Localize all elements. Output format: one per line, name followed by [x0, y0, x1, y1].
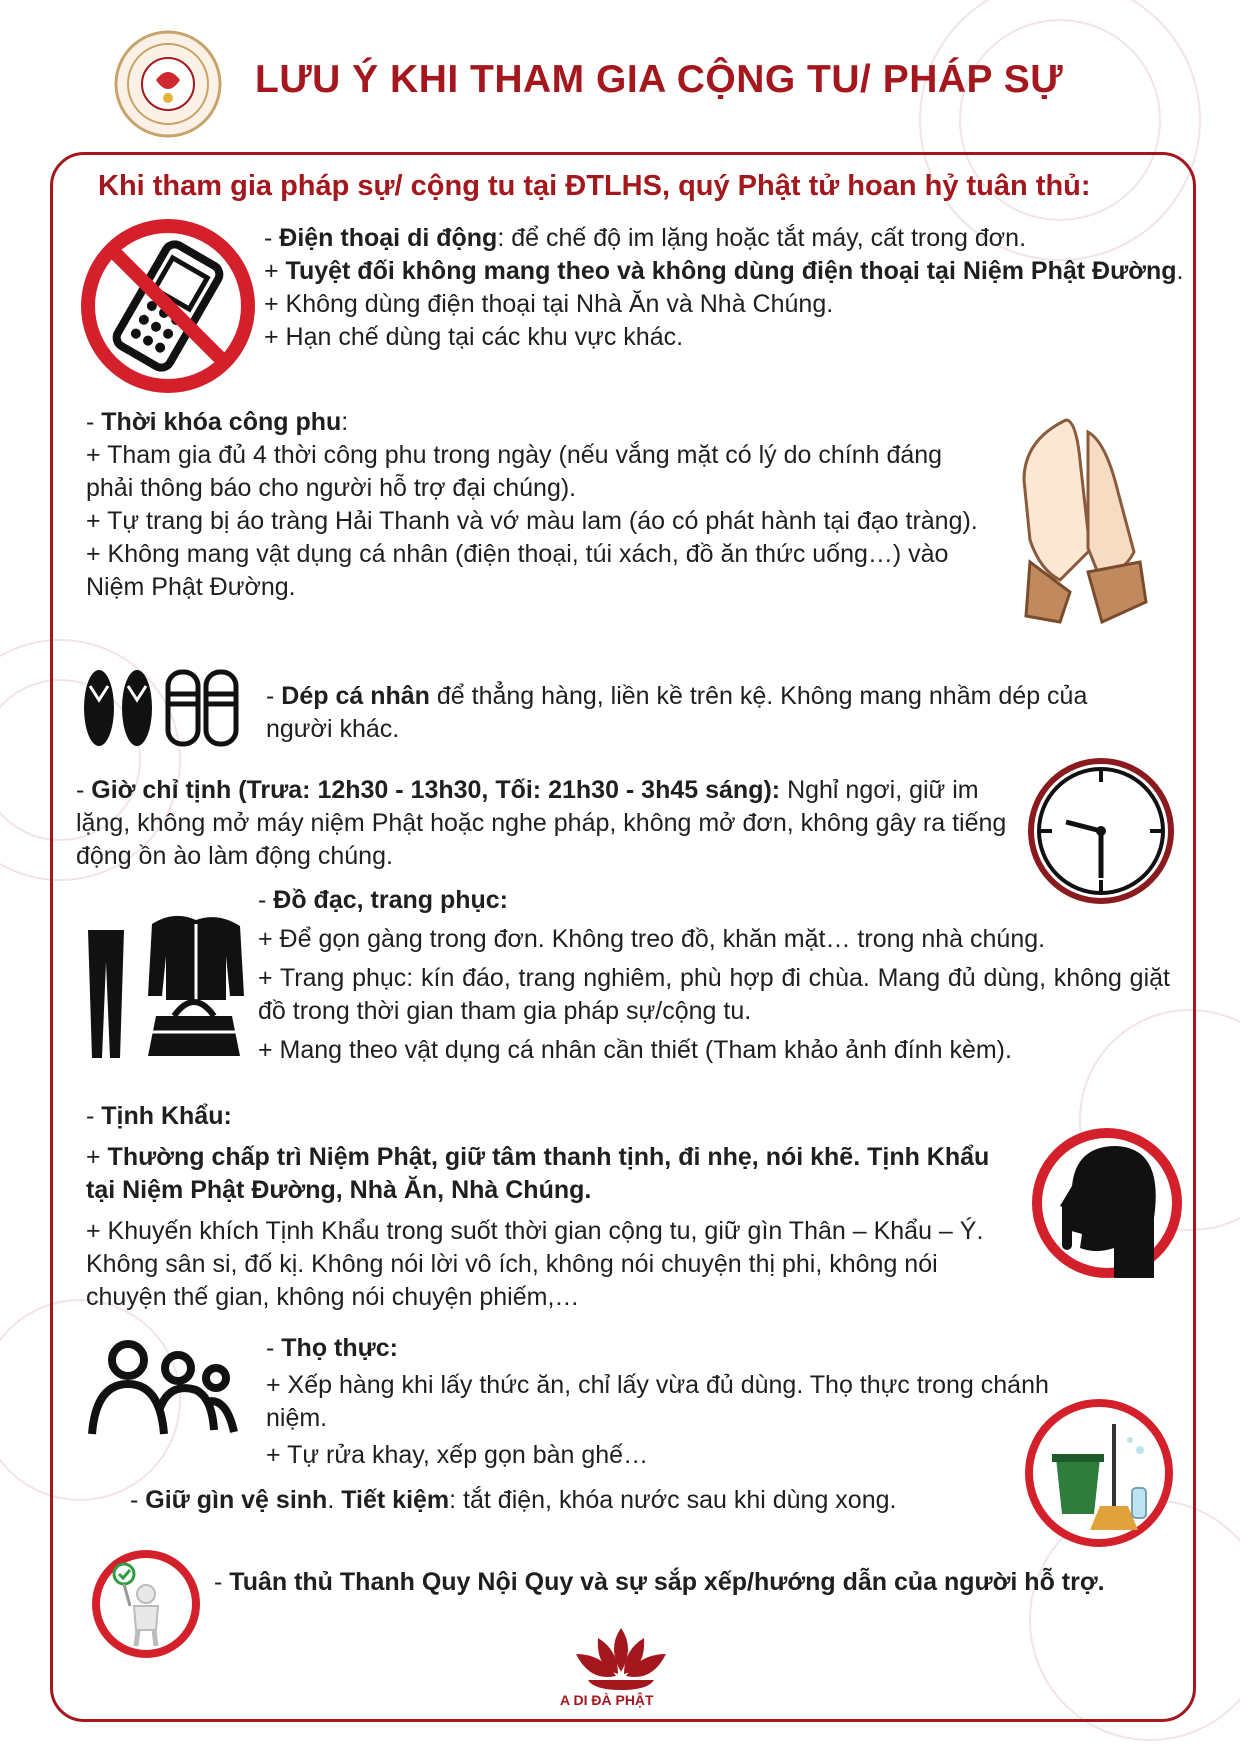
slippers-section: - Dép cá nhân để thẳng hàng, liền kề trên kệ. Không mang nhầm dép của người khác.	[266, 682, 1088, 743]
rest-time-section: - Giờ chỉ tịnh (Trưa: 12h30 - 13h30, Tối: 21h30 - 3h45 sáng): Nghỉ ngơi, giữ im lặng, không mở máy niệm Phật hoặc nghe pháp, không mở đơn, không gây ra tiếng động ồn ào làm động chúng.	[76, 776, 1007, 870]
hygiene-heading-2: Tiết kiệm	[341, 1486, 450, 1514]
schedule-line-1: Tham gia đủ 4 thời công phu trong ngày (nếu vắng mặt có lý do chính đáng phải thông báo cho người hỗ trợ đại chúng).	[86, 441, 943, 502]
clothing-heading: Đồ đạc, trang phục:	[273, 886, 509, 914]
schedule-heading: Thời khóa công phu	[101, 408, 342, 436]
clothing-section: - Đồ đạc, trang phục: + Để gọn gàng trong đơn. Không treo đồ, khăn mặt… trong nhà chúng. + Trang phục: kín đáo, trang nghiêm, phù hợp đi chùa. Mang đủ dùng, không giặt đồ trong thời gian tham gia pháp sự/cộng tu. + Mang theo vật dụng cá nhân cần thiết (Tham khảo ảnh đính kèm).	[258, 886, 1170, 1064]
meals-section: - Thọ thực: + Xếp hàng khi lấy thức ăn, chỉ lấy vừa đủ dùng. Thọ thực trong chánh niệm. + Tự rửa khay, xếp gọn bàn ghế…	[266, 1334, 1049, 1469]
no-phone-icon	[80, 218, 256, 394]
clothing-icon	[82, 910, 244, 1060]
phone-line-3: Hạn chế dùng tại các khu vực khác.	[285, 323, 684, 351]
page-title: LƯU Ý KHI THAM GIA CỘNG TU/ PHÁP SỰ	[255, 58, 1064, 101]
meals-line-1: Xếp hàng khi lấy thức ăn, chỉ lấy vừa đủ dùng. Thọ thực trong chánh niệm.	[266, 1371, 1049, 1432]
meals-heading: Thọ thực:	[281, 1334, 398, 1362]
silence-face-icon	[1030, 1126, 1184, 1280]
slippers-heading: Dép cá nhân	[281, 682, 430, 710]
schedule-line-3: Không mang vật dụng cá nhân (điện thoại, túi xách, đồ ăn thức uống…) vào Niệm Phật Đường.	[86, 540, 949, 601]
hygiene-heading-1: Giữ gìn vệ sinh	[145, 1486, 328, 1514]
clothing-line-1: Để gọn gàng trong đơn. Không treo đồ, khăn mặt… trong nhà chúng.	[279, 925, 1046, 953]
people-group-icon	[86, 1338, 238, 1438]
rest-time-rest: Nghỉ ngơi, giữ im lặng, không mở máy niệm Phật hoặc nghe pháp, không mở đơn, không gây ra tiếng động ồn ào làm động chúng.	[76, 776, 1007, 870]
meals-line-2: Tự rửa khay, xếp gọn bàn ghế…	[287, 1441, 649, 1469]
temple-logo-icon	[112, 28, 224, 140]
slippers-icon	[82, 668, 244, 748]
clothing-line-2: Trang phục: kín đáo, trang nghiêm, phù hợp đi chùa. Mang đủ dùng, không giặt đồ trong thời gian tham gia pháp sự/cộng tu.	[258, 964, 1170, 1025]
rest-time-heading: Giờ chỉ tịnh (Trưa: 12h30 - 13h30, Tối: 21h30 - 3h45 sáng):	[91, 776, 781, 804]
intro-heading: Khi tham gia pháp sự/ cộng tu tại ĐTLHS, quý Phật tử hoan hỷ tuân thủ:	[98, 170, 1091, 202]
phone-heading: Điện thoại di động	[279, 224, 498, 252]
schedule-section: - Thời khóa công phu: + Tham gia đủ 4 thời công phu trong ngày (nếu vắng mặt có lý do chính đáng phải thông báo cho người hỗ trợ đại chúng). + Tự trang bị áo tràng Hải Thanh và vớ màu lam (áo có phát hành tại đạo tràng). + Không mang vật dụng cá nhân (điện thoại, túi xách, đồ ăn thức uống…) vào Niệm Phật Đường.	[86, 408, 978, 601]
lotus-icon	[568, 1624, 674, 1690]
silence-heading: Tịnh Khẩu:	[101, 1102, 232, 1130]
phone-section: - Điện thoại di động: để chế độ im lặng hoặc tắt máy, cất trong đơn. + Tuyệt đối không mang theo và không dùng điện thoại tại Niệm Phật Đường. + Không dùng điện thoại tại Nhà Ăn và Nhà Chúng. + Hạn chế dùng tại các khu vực khác.	[264, 224, 1184, 351]
approval-person-icon	[90, 1548, 202, 1660]
schedule-line-2: Tự trang bị áo tràng Hải Thanh và vớ màu lam (áo có phát hành tại đạo tràng).	[107, 507, 978, 535]
clothing-line-3: Mang theo vật dụng cá nhân cần thiết (Tham khảo ảnh đính kèm).	[279, 1036, 1012, 1064]
silence-bold-line: Thường chấp trì Niệm Phật, giữ tâm thanh tịnh, đi nhẹ, nói khẽ. Tịnh Khẩu tại Niệm Phật Đường, Nhà Ăn, Nhà Chúng.	[86, 1143, 990, 1204]
silence-section: - Tịnh Khẩu: + Thường chấp trì Niệm Phật, giữ tâm thanh tịnh, đi nhẹ, nói khẽ. Tịnh Khẩu tại Niệm Phật Đường, Nhà Ăn, Nhà Chúng. + Khuyến khích Tịnh Khẩu trong suốt thời gian cộng tu, giữ gìn Thân – Khẩu – Ý. Không sân si, đố kị. Không nói lời vô ích, không nói chuyện thị phi, không nói chuyện thế gian, không nói chuyện phiếm,…	[86, 1102, 990, 1311]
hygiene-rest: : tắt điện, khóa nước sau khi dùng xong.	[449, 1486, 897, 1514]
phone-bold-line: Tuyệt đối không mang theo và không dùng điện thoại tại Niệm Phật Đường	[285, 257, 1177, 285]
rules-text: Tuân thủ Thanh Quy Nội Quy và sự sắp xếp/hướng dẫn của người hỗ trợ.	[229, 1568, 1105, 1596]
cleaning-supplies-icon	[1022, 1396, 1176, 1550]
slippers-rest: để thẳng hàng, liền kề trên kệ. Không mang nhầm dép của người khác.	[266, 682, 1088, 743]
hygiene-section: - Giữ gìn vệ sinh. Tiết kiệm: tắt điện, khóa nước sau khi dùng xong.	[130, 1486, 897, 1514]
footer-label: A DI ĐÀ PHẬT	[560, 1692, 654, 1708]
phone-line-2: Không dùng điện thoại tại Nhà Ăn và Nhà Chúng.	[285, 290, 834, 318]
silence-line-2: Khuyến khích Tịnh Khẩu trong suốt thời gian cộng tu, giữ gìn Thân – Khẩu – Ý. Không sân si, đố kị. Không nói lời vô ích, không nói chuyện thị phi, không nói chuyện thế gian, không nói chuyện phiếm,…	[86, 1217, 984, 1311]
praying-hands-icon	[1018, 412, 1152, 628]
rules-section: - Tuân thủ Thanh Quy Nội Quy và sự sắp xếp/hướng dẫn của người hỗ trợ.	[214, 1568, 1105, 1596]
phone-heading-rest: : để chế độ im lặng hoặc tắt máy, cất trong đơn.	[497, 224, 1027, 252]
